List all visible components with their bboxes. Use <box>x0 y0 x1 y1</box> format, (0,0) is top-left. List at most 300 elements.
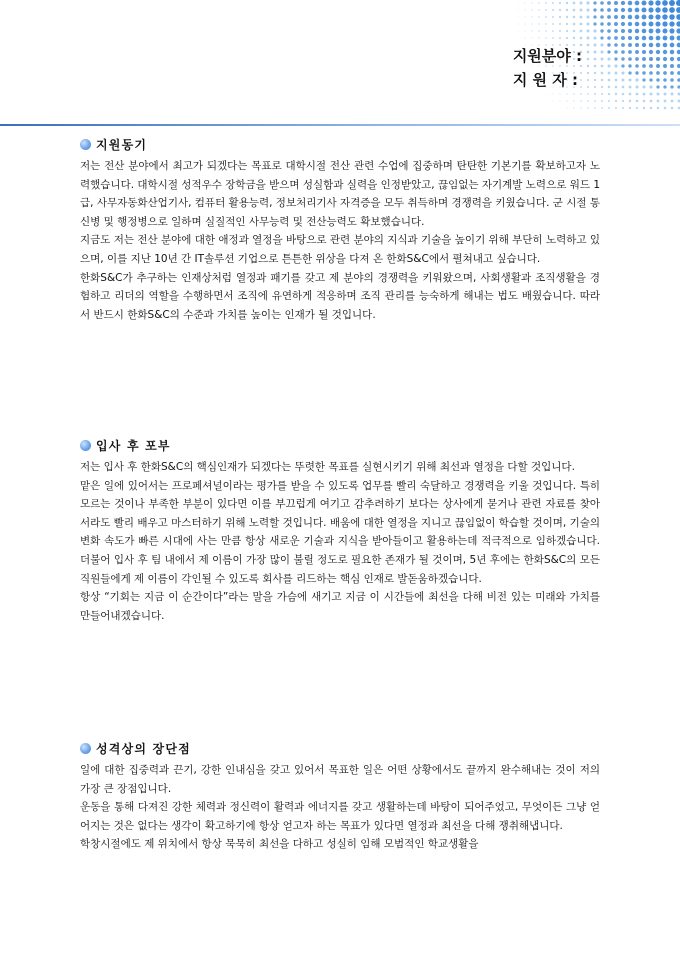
decoration-dot <box>538 2 540 4</box>
decoration-dot <box>622 100 624 102</box>
decoration-dot <box>552 23 554 25</box>
decoration-dot <box>552 2 554 4</box>
decoration-dot <box>656 36 661 41</box>
decoration-dot <box>580 37 583 40</box>
bullet-icon <box>80 743 91 754</box>
section-motivation <box>80 136 600 324</box>
decoration-dot <box>621 29 625 33</box>
decoration-dot <box>621 50 625 54</box>
decoration-dot <box>566 30 568 32</box>
decoration-dot <box>656 43 661 48</box>
decoration-dot <box>663 92 666 95</box>
decoration-dot <box>657 107 660 110</box>
decoration-dot <box>656 71 660 75</box>
decoration-dot <box>642 57 646 61</box>
decoration-dot <box>677 36 680 41</box>
decoration-dot <box>580 30 583 33</box>
decoration-dot <box>648 0 653 5</box>
decoration-dot <box>559 37 561 39</box>
decoration-dot <box>662 0 668 6</box>
decoration-dot <box>670 78 674 82</box>
section-title: 지원동기 <box>96 137 148 152</box>
decoration-dot <box>538 23 539 24</box>
decoration-dot <box>628 22 632 26</box>
decoration-dot <box>628 50 632 54</box>
decoration-dot <box>607 57 610 60</box>
decoration-dot <box>642 15 647 20</box>
paragraph: 한화S&C가 추구하는 인재상처럼 열정과 패기를 갖고 제 분야의 경쟁력을 키워왔으며, 사회생활과 조직생활을 경험하고 리더의 역할을 수행하면서 조직에 유연하게 적응하며 조직 관리를 능숙하게 해내는 법도 배웠습니다. 따라서 반드시 한화S&C의 수준과 가치를 높이는 인재가 될 것입니다. <box>80 271 600 321</box>
decoration-dot <box>643 100 646 103</box>
decoration-dot <box>628 15 632 19</box>
header-divider <box>0 124 680 126</box>
decoration-dot <box>676 28 680 33</box>
decoration-dot <box>663 71 667 75</box>
decoration-dot <box>648 7 653 12</box>
decoration-dot <box>587 58 590 61</box>
decoration-dot <box>600 29 603 32</box>
decoration-dot <box>552 16 554 18</box>
decoration-dot <box>614 29 618 33</box>
decoration-dot <box>664 100 667 103</box>
decoration-dot <box>594 107 596 109</box>
decoration-dot <box>635 43 639 47</box>
decoration-dot <box>615 100 617 102</box>
decoration-dot <box>573 23 576 26</box>
decoration-dot <box>670 43 675 48</box>
decoration-dot <box>593 36 596 39</box>
decoration-dot <box>629 93 632 96</box>
decoration-dot <box>649 71 653 75</box>
paragraph: 저는 입사 후 한화S&C의 핵심인재가 되겠다는 뚜렷한 목표를 실현시키기 위해 최선과 열정을 다할 것입니다. <box>80 461 575 473</box>
decoration-dot <box>524 2 525 3</box>
decoration-dot <box>669 7 675 13</box>
decoration-dot <box>643 107 645 109</box>
decoration-dot <box>518 10 519 11</box>
paragraph: 학창시절에도 제 위치에서 항상 묵묵히 최선을 다하고 성실히 임해 모범적인 학교생활을 <box>80 838 479 851</box>
decoration-dot <box>593 22 596 25</box>
decoration-dot <box>607 22 611 26</box>
decoration-dot <box>594 79 596 81</box>
decoration-dot <box>635 29 639 33</box>
decoration-dot <box>607 29 611 33</box>
decoration-dot <box>655 21 660 26</box>
decoration-dot <box>628 57 632 61</box>
decoration-dot <box>649 85 652 88</box>
decoration-dot <box>594 72 596 74</box>
decoration-dot <box>635 8 640 13</box>
decoration-dot <box>567 108 568 109</box>
decoration-dot <box>649 22 654 27</box>
decoration-dot <box>615 79 618 82</box>
decoration-dot <box>587 51 590 54</box>
decoration-dot <box>670 50 674 54</box>
decoration-dot <box>566 100 567 101</box>
decoration-dot <box>642 36 646 40</box>
decoration-dot <box>608 93 610 95</box>
decoration-dot <box>642 64 646 68</box>
decoration-dot <box>649 78 652 81</box>
decoration-dot <box>628 71 631 74</box>
decoration-dot <box>614 43 618 47</box>
decoration-dot <box>586 8 589 11</box>
decoration-dot <box>545 37 547 39</box>
decoration-dot <box>553 94 554 95</box>
decoration-dot <box>621 36 625 40</box>
decoration-dot <box>629 107 631 109</box>
applicant-info-block <box>513 44 582 92</box>
decoration-dot <box>614 50 617 53</box>
decoration-dot <box>621 43 625 47</box>
decoration-dot <box>662 21 667 26</box>
decoration-dot <box>560 108 561 109</box>
decoration-dot <box>669 0 675 6</box>
decoration-dot <box>670 85 673 88</box>
decoration-dot <box>622 86 625 89</box>
decoration-dot <box>676 7 680 13</box>
decoration-dot <box>622 107 624 109</box>
decoration-dot <box>642 85 645 88</box>
section-heading <box>80 136 600 152</box>
section-heading <box>80 740 600 756</box>
decoration-dot <box>586 1 589 4</box>
decoration-dot <box>607 1 611 5</box>
decoration-dot <box>629 100 631 102</box>
decoration-dot <box>663 50 667 54</box>
decoration-dot <box>531 9 532 10</box>
decoration-dot <box>670 57 674 61</box>
section-title: 성격상의 장단점 <box>96 741 191 756</box>
decoration-dot <box>607 50 610 53</box>
decoration-dot <box>615 72 618 75</box>
decoration-dot <box>649 64 653 68</box>
decoration-dot <box>601 72 604 75</box>
paragraph: 맡은 일에 있어서는 프로페셔널이라는 평가를 받을 수 있도록 업무를 빨리 숙달하고 경쟁력을 키울 것입니다. 특히 모르는 것이나 부족한 부분이 있다면 이를 부끄럽게 여기고 감추려하기 보다는 상사에게 묻거나 관련 자료를 찾아서라도 빨리 배우고 마스터하기 위해 노력할 것입니다. 배움에 대한 열정을 지니고 끊임없이 학습할 것이며, 기술의 변화 속도가 빠른 시대에 사는 만큼 항상 새로운 기술과 지식을 받아들이고 활용하는데 적극적으로 임하겠습니다. 더불어 입사 후 팀 내에서 제 이름이 가장 많이 불릴 정도로 필요한 존재가 될 것이며, 5년 후에는 한화S&C의 모든 직원들에게 제 이름이 각인될 수 있도록 회사를 리드하는 핵심 인재로 발돋움하겠습니다. <box>80 479 600 585</box>
decoration-dot <box>670 92 673 95</box>
decoration-dot <box>642 71 645 74</box>
decoration-dot <box>635 15 640 20</box>
decoration-dot <box>546 94 547 95</box>
decoration-dot <box>649 57 653 61</box>
decoration-dot <box>552 37 554 39</box>
decoration-dot <box>601 100 603 102</box>
decoration-dot <box>608 79 611 82</box>
decoration-dot <box>614 64 617 67</box>
decoration-dot <box>587 93 589 95</box>
decoration-dot <box>607 8 611 12</box>
paragraph: 저는 전산 분야에서 최고가 되겠다는 목표로 대학시절 전산 관련 수업에 집중하며 탄탄한 기본기를 확보하고자 노력했습니다. 대학시절 성적우수 장학금을 받으며 성실함과 실력을 인정받았고, 끊임없는 자기계발 노력으로 워드 1급, 사무자동화산업기사, 컴퓨터 활용능력, 정보처리기사 자격증을 모두 취득하며 경쟁력을 키웠습니다. 군 시절 통신병 및 행정병으로 일하며 실질적인 사무능력 및 전산능력도 확보했습니다. <box>80 160 600 228</box>
decoration-dot <box>553 101 554 102</box>
decoration-dot <box>587 107 588 108</box>
decoration-dot <box>670 36 675 41</box>
decoration-dot <box>545 2 547 4</box>
decoration-dot <box>573 100 574 101</box>
decoration-dot <box>676 0 680 6</box>
decoration-dot <box>642 29 647 34</box>
decoration-dot <box>566 23 568 25</box>
decoration-dot <box>669 28 674 33</box>
section-aspiration <box>80 437 600 625</box>
decoration-dot <box>538 9 539 10</box>
decoration-dot <box>545 16 547 18</box>
decoration-dot <box>676 14 680 20</box>
decoration-dot <box>656 57 660 61</box>
section-heading <box>80 437 600 453</box>
decoration-dot <box>600 15 604 19</box>
decoration-dot <box>671 100 674 103</box>
decoration-dot <box>635 64 639 68</box>
decoration-dot <box>559 23 561 25</box>
decoration-dot <box>614 36 618 40</box>
decoration-dot <box>531 16 532 17</box>
decoration-dot <box>635 71 638 74</box>
decoration-dot <box>524 9 525 10</box>
decoration-dot <box>664 107 667 110</box>
decoration-dot <box>594 100 596 102</box>
decoration-dot <box>622 79 625 82</box>
decoration-dot <box>649 29 654 34</box>
bullet-icon <box>80 440 91 451</box>
decoration-dot <box>559 93 560 94</box>
decoration-dot <box>573 37 575 39</box>
decoration-dot <box>643 93 646 96</box>
decoration-dot <box>655 14 660 19</box>
decoration-dot <box>580 93 582 95</box>
decoration-dot <box>587 86 589 88</box>
decoration-dot <box>580 16 583 19</box>
decoration-dot <box>518 3 519 4</box>
decoration-dot <box>663 43 668 48</box>
decoration-dot <box>587 65 589 67</box>
decoration-dot <box>518 31 519 32</box>
decoration-dot <box>600 43 603 46</box>
decoration-dot <box>587 72 589 74</box>
decoration-dot <box>650 107 652 109</box>
paragraph: 일에 대한 집중력과 끈기, 강한 인내심을 갖고 있어서 목표한 일은 어떤 상황에서도 끝까지 완수해내는 것이 저의 가장 큰 장점입니다. <box>80 764 600 795</box>
decoration-dot <box>628 29 632 33</box>
decoration-dot <box>593 8 596 11</box>
decoration-dot <box>601 107 603 109</box>
decoration-dot <box>650 93 653 96</box>
decoration-dot <box>607 15 611 19</box>
decoration-dot <box>566 93 567 94</box>
applicant-name-label: 지 원 자 : <box>512 71 578 89</box>
decoration-dot <box>607 43 610 46</box>
decoration-dot <box>587 79 589 81</box>
decoration-dot <box>587 37 590 40</box>
decoration-dot <box>642 50 646 54</box>
decoration-dot <box>662 14 667 19</box>
decoration-dot <box>649 43 653 47</box>
decoration-dot <box>601 86 603 88</box>
section-title: 입사 후 포부 <box>96 438 171 453</box>
decoration-dot <box>593 29 596 32</box>
decoration-dot <box>628 36 632 40</box>
decoration-dot <box>657 93 660 96</box>
decoration-dot <box>615 86 618 89</box>
decoration-dot <box>628 43 632 47</box>
decoration-dot <box>615 107 617 109</box>
decoration-dot <box>636 86 639 89</box>
decoration-dot <box>531 30 532 31</box>
decoration-dot <box>656 78 659 81</box>
decoration-dot <box>525 38 526 39</box>
decoration-dot <box>601 79 603 81</box>
decoration-dot <box>538 30 539 31</box>
decoration-dot <box>635 1 640 6</box>
decoration-dot <box>573 2 576 5</box>
decoration-dot <box>587 100 589 102</box>
decoration-dot <box>663 36 668 41</box>
decoration-dot <box>663 78 666 81</box>
decoration-dot <box>614 1 618 5</box>
decoration-dot <box>608 86 610 88</box>
decoration-dot <box>531 23 532 24</box>
decoration-dot <box>545 9 547 11</box>
decoration-dot <box>594 51 597 54</box>
decoration-dot <box>580 100 581 101</box>
decoration-dot <box>628 78 631 81</box>
decoration-dot <box>656 64 660 68</box>
decoration-dot <box>580 9 583 12</box>
decoration-dot <box>662 7 668 13</box>
decoration-dot <box>649 36 654 41</box>
decoration-dot <box>642 22 647 27</box>
decoration-dot <box>657 100 660 103</box>
decoration-dot <box>559 30 561 32</box>
decoration-dot <box>621 8 625 12</box>
decoration-dot <box>566 16 568 18</box>
decoration-dot <box>621 15 625 19</box>
decoration-dot <box>586 15 589 18</box>
decoration-dot <box>636 100 639 103</box>
decoration-dot <box>586 22 589 25</box>
decoration-dot <box>580 23 583 26</box>
decoration-dot <box>670 64 674 68</box>
decoration-dot <box>650 100 653 103</box>
decoration-dot <box>662 28 667 33</box>
decoration-dot <box>649 50 653 54</box>
decoration-dot <box>642 78 645 81</box>
decoration-dot <box>518 17 519 18</box>
decoration-dot <box>656 50 660 54</box>
decoration-dot <box>593 1 596 4</box>
decoration-dot <box>559 2 561 4</box>
decoration-dot <box>607 36 611 40</box>
decoration-dot <box>531 37 532 38</box>
decoration-dot <box>670 71 674 75</box>
decoration-dot <box>635 50 639 54</box>
decoration-dot <box>614 15 618 19</box>
decoration-dot <box>615 93 617 95</box>
decoration-dot <box>621 64 624 67</box>
decoration-dot <box>663 85 666 88</box>
decoration-dot <box>531 2 532 3</box>
decoration-dot <box>629 86 632 89</box>
decoration-dot <box>600 50 603 53</box>
decoration-dot <box>594 58 597 61</box>
decoration-dot <box>573 107 574 108</box>
decoration-dot <box>545 30 547 32</box>
field-area-label: 지원분야 : <box>512 47 582 65</box>
decoration-dot <box>614 22 618 26</box>
decoration-dot <box>642 43 646 47</box>
decoration-dot <box>600 36 603 39</box>
decoration-dot <box>676 21 680 26</box>
decoration-dot <box>656 29 661 34</box>
decoration-dot <box>525 24 526 25</box>
decoration-dot <box>538 16 539 17</box>
decoration-dot <box>642 1 647 6</box>
paragraph: 항상 “기회는 지금 이 순간이다”라는 말을 가슴에 새기고 지금 이 시간들에 최선을 다해 비전 있는 미래와 가치를 만들어내겠습니다. <box>80 591 600 622</box>
decoration-dot <box>635 36 639 40</box>
decoration-dot <box>628 1 633 6</box>
decoration-dot <box>587 30 590 33</box>
decoration-dot <box>635 22 640 27</box>
decoration-dot <box>601 58 604 61</box>
decoration-dot <box>566 37 568 39</box>
decoration-dot <box>608 72 611 75</box>
section-personality <box>80 740 600 854</box>
decoration-dot <box>593 15 596 18</box>
decoration-dot <box>614 57 617 60</box>
decoration-dot <box>622 93 625 96</box>
decoration-dot <box>635 57 639 61</box>
decoration-dot <box>636 93 639 96</box>
decoration-dot <box>559 9 561 11</box>
decoration-dot <box>621 22 625 26</box>
decoration-dot <box>642 8 647 13</box>
decoration-dot <box>677 43 680 48</box>
decoration-dot <box>573 93 574 94</box>
decoration-dot <box>552 9 554 11</box>
decoration-dot <box>594 86 596 88</box>
decoration-dot <box>655 0 660 5</box>
decoration-dot <box>587 44 590 47</box>
bullet-icon <box>80 139 91 150</box>
decoration-dot <box>600 22 603 25</box>
decoration-dot <box>669 14 675 20</box>
decoration-dot <box>594 93 596 95</box>
decoration-dot <box>635 78 638 81</box>
decoration-dot <box>580 2 583 5</box>
decoration-dot <box>648 14 653 19</box>
decoration-dot <box>580 107 581 108</box>
decoration-dot <box>601 93 603 95</box>
decoration-dot <box>600 1 604 5</box>
decoration-dot <box>663 57 667 61</box>
decoration-dot <box>621 1 625 5</box>
paragraph: 운동을 통해 다져진 강한 체력과 정신력이 활력과 에너지를 갖고 생활하는데 바탕이 되어주었고, 무엇이든 그냥 얻어지는 것은 없다는 생각이 확고하기에 항상 얻고자 하는 목표가 있다면 열정과 최선을 다해 쟁취해냅니다. <box>80 801 600 832</box>
decoration-dot <box>614 8 618 12</box>
decoration-dot <box>525 31 526 32</box>
decoration-dot <box>601 65 604 68</box>
decoration-dot <box>573 9 576 12</box>
decoration-dot <box>608 100 610 102</box>
decoration-dot <box>594 44 597 47</box>
decoration-dot <box>628 64 631 67</box>
decoration-dot <box>656 85 659 88</box>
decoration-dot <box>518 24 519 25</box>
decoration-dot <box>545 23 547 25</box>
decoration-dot <box>559 16 561 18</box>
decoration-dot <box>525 17 526 18</box>
decoration-dot <box>608 107 610 109</box>
decoration-dot <box>621 71 624 74</box>
decoration-dot <box>560 101 561 102</box>
decoration-dot <box>566 9 568 11</box>
decoration-dot <box>594 65 597 68</box>
decoration-dot <box>573 16 576 19</box>
